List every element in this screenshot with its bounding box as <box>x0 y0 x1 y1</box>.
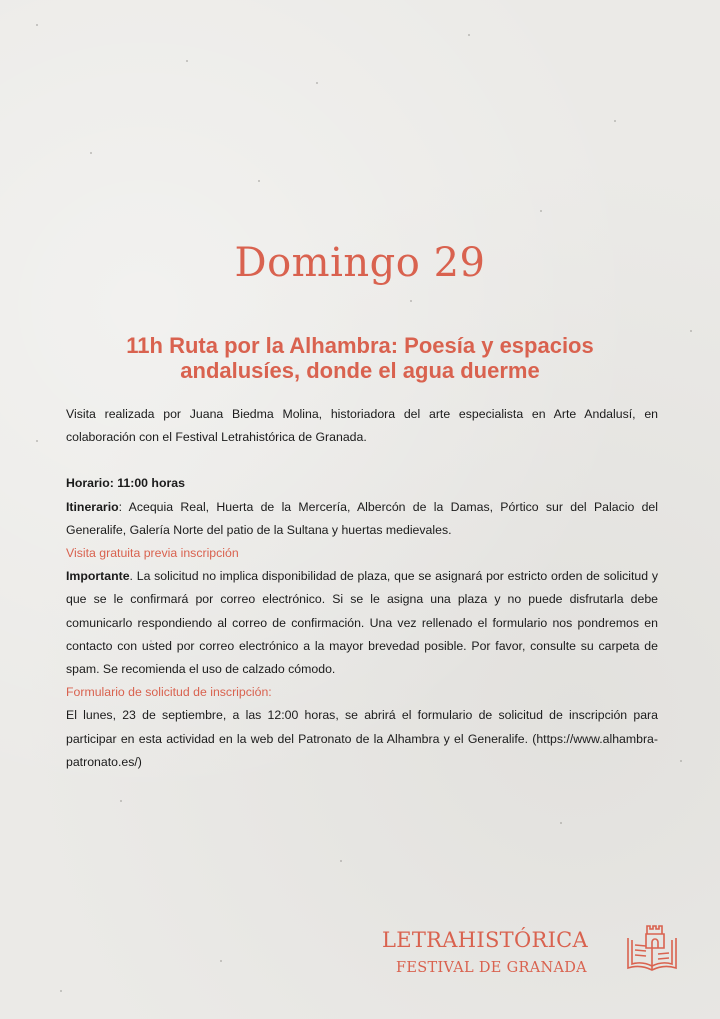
paper-speck <box>340 860 342 862</box>
paper-speck <box>186 60 188 62</box>
schedule-line <box>66 472 658 495</box>
logo-subtitle: FESTIVAL DE GRANADA <box>396 960 587 976</box>
event-description <box>66 403 658 774</box>
event-title: 11h Ruta por la Alhambra: Poesía y espacios andalusíes, donde el agua duerme <box>126 333 594 383</box>
page-title: Domingo 29 <box>234 240 486 286</box>
important-label: Importante <box>66 569 130 584</box>
paper-speck <box>540 210 542 212</box>
paper-speck <box>614 120 616 122</box>
paper-speck <box>90 152 92 154</box>
book-castle-icon <box>624 918 680 978</box>
form-paragraph: El lunes, 23 de septiembre, a las 12:00 horas, se abrirá el formulario de solicitud de inscripción para participar en esta actividad en la web del Patronato de la Alhambra y el Generalife. (https://www.alhambra-patronato.es/) <box>66 708 658 769</box>
paper-speck <box>680 760 682 762</box>
paper-speck <box>60 990 62 992</box>
schedule-label: Horario: 11:00 horas <box>66 476 185 491</box>
paper-speck <box>220 960 222 962</box>
form-heading: Formulario de solicitud de inscripción: <box>66 685 272 700</box>
important-paragraph <box>66 565 658 681</box>
paper-speck <box>410 300 412 302</box>
paper-speck <box>36 440 38 442</box>
logo-title: LETRAHISTÓRICA <box>382 928 589 952</box>
festival-logo <box>382 918 682 988</box>
paragraph-spacer <box>66 449 658 472</box>
intro-paragraph: Visita realizada por Juana Biedma Molina, historiadora del arte especialista en Arte Andalusí, en colaboración con el Festival Letrahistórica de Granada. <box>66 407 658 445</box>
paper-speck <box>468 34 470 36</box>
paper-speck <box>258 180 260 182</box>
paper-speck <box>560 822 562 824</box>
itinerary-text: : Acequia Real, Huerta de la Mercería, Albercón de la Damas, Pórtico sur del Palacio del Generalife, Galería Norte del patio de la Sultana y huertas medievales. <box>66 499 658 537</box>
paper-speck <box>316 82 318 84</box>
paper-speck <box>690 330 692 332</box>
free-visit-note: Visita gratuita previa inscripción <box>66 546 239 561</box>
important-text: . La solicitud no implica disponibilidad de plaza, que se asignará por estricto orden de solicitud y que se le confirmará por correo electrónico. Si se le asigna una plaza y no puede disfrutarla debe comunicarlo respondiendo al correo de confirmación. Una vez rellenado el formulario nos pondremos en contacto con usted por correo electrónico a la mayor brevedad posible. Por favor, consulte su carpeta de spam. Se recomienda el uso de calzado cómodo. <box>66 569 658 677</box>
itinerary-paragraph <box>66 496 658 542</box>
itinerary-label: Itinerario <box>66 499 119 514</box>
paper-speck <box>36 24 38 26</box>
paper-speck <box>120 800 122 802</box>
